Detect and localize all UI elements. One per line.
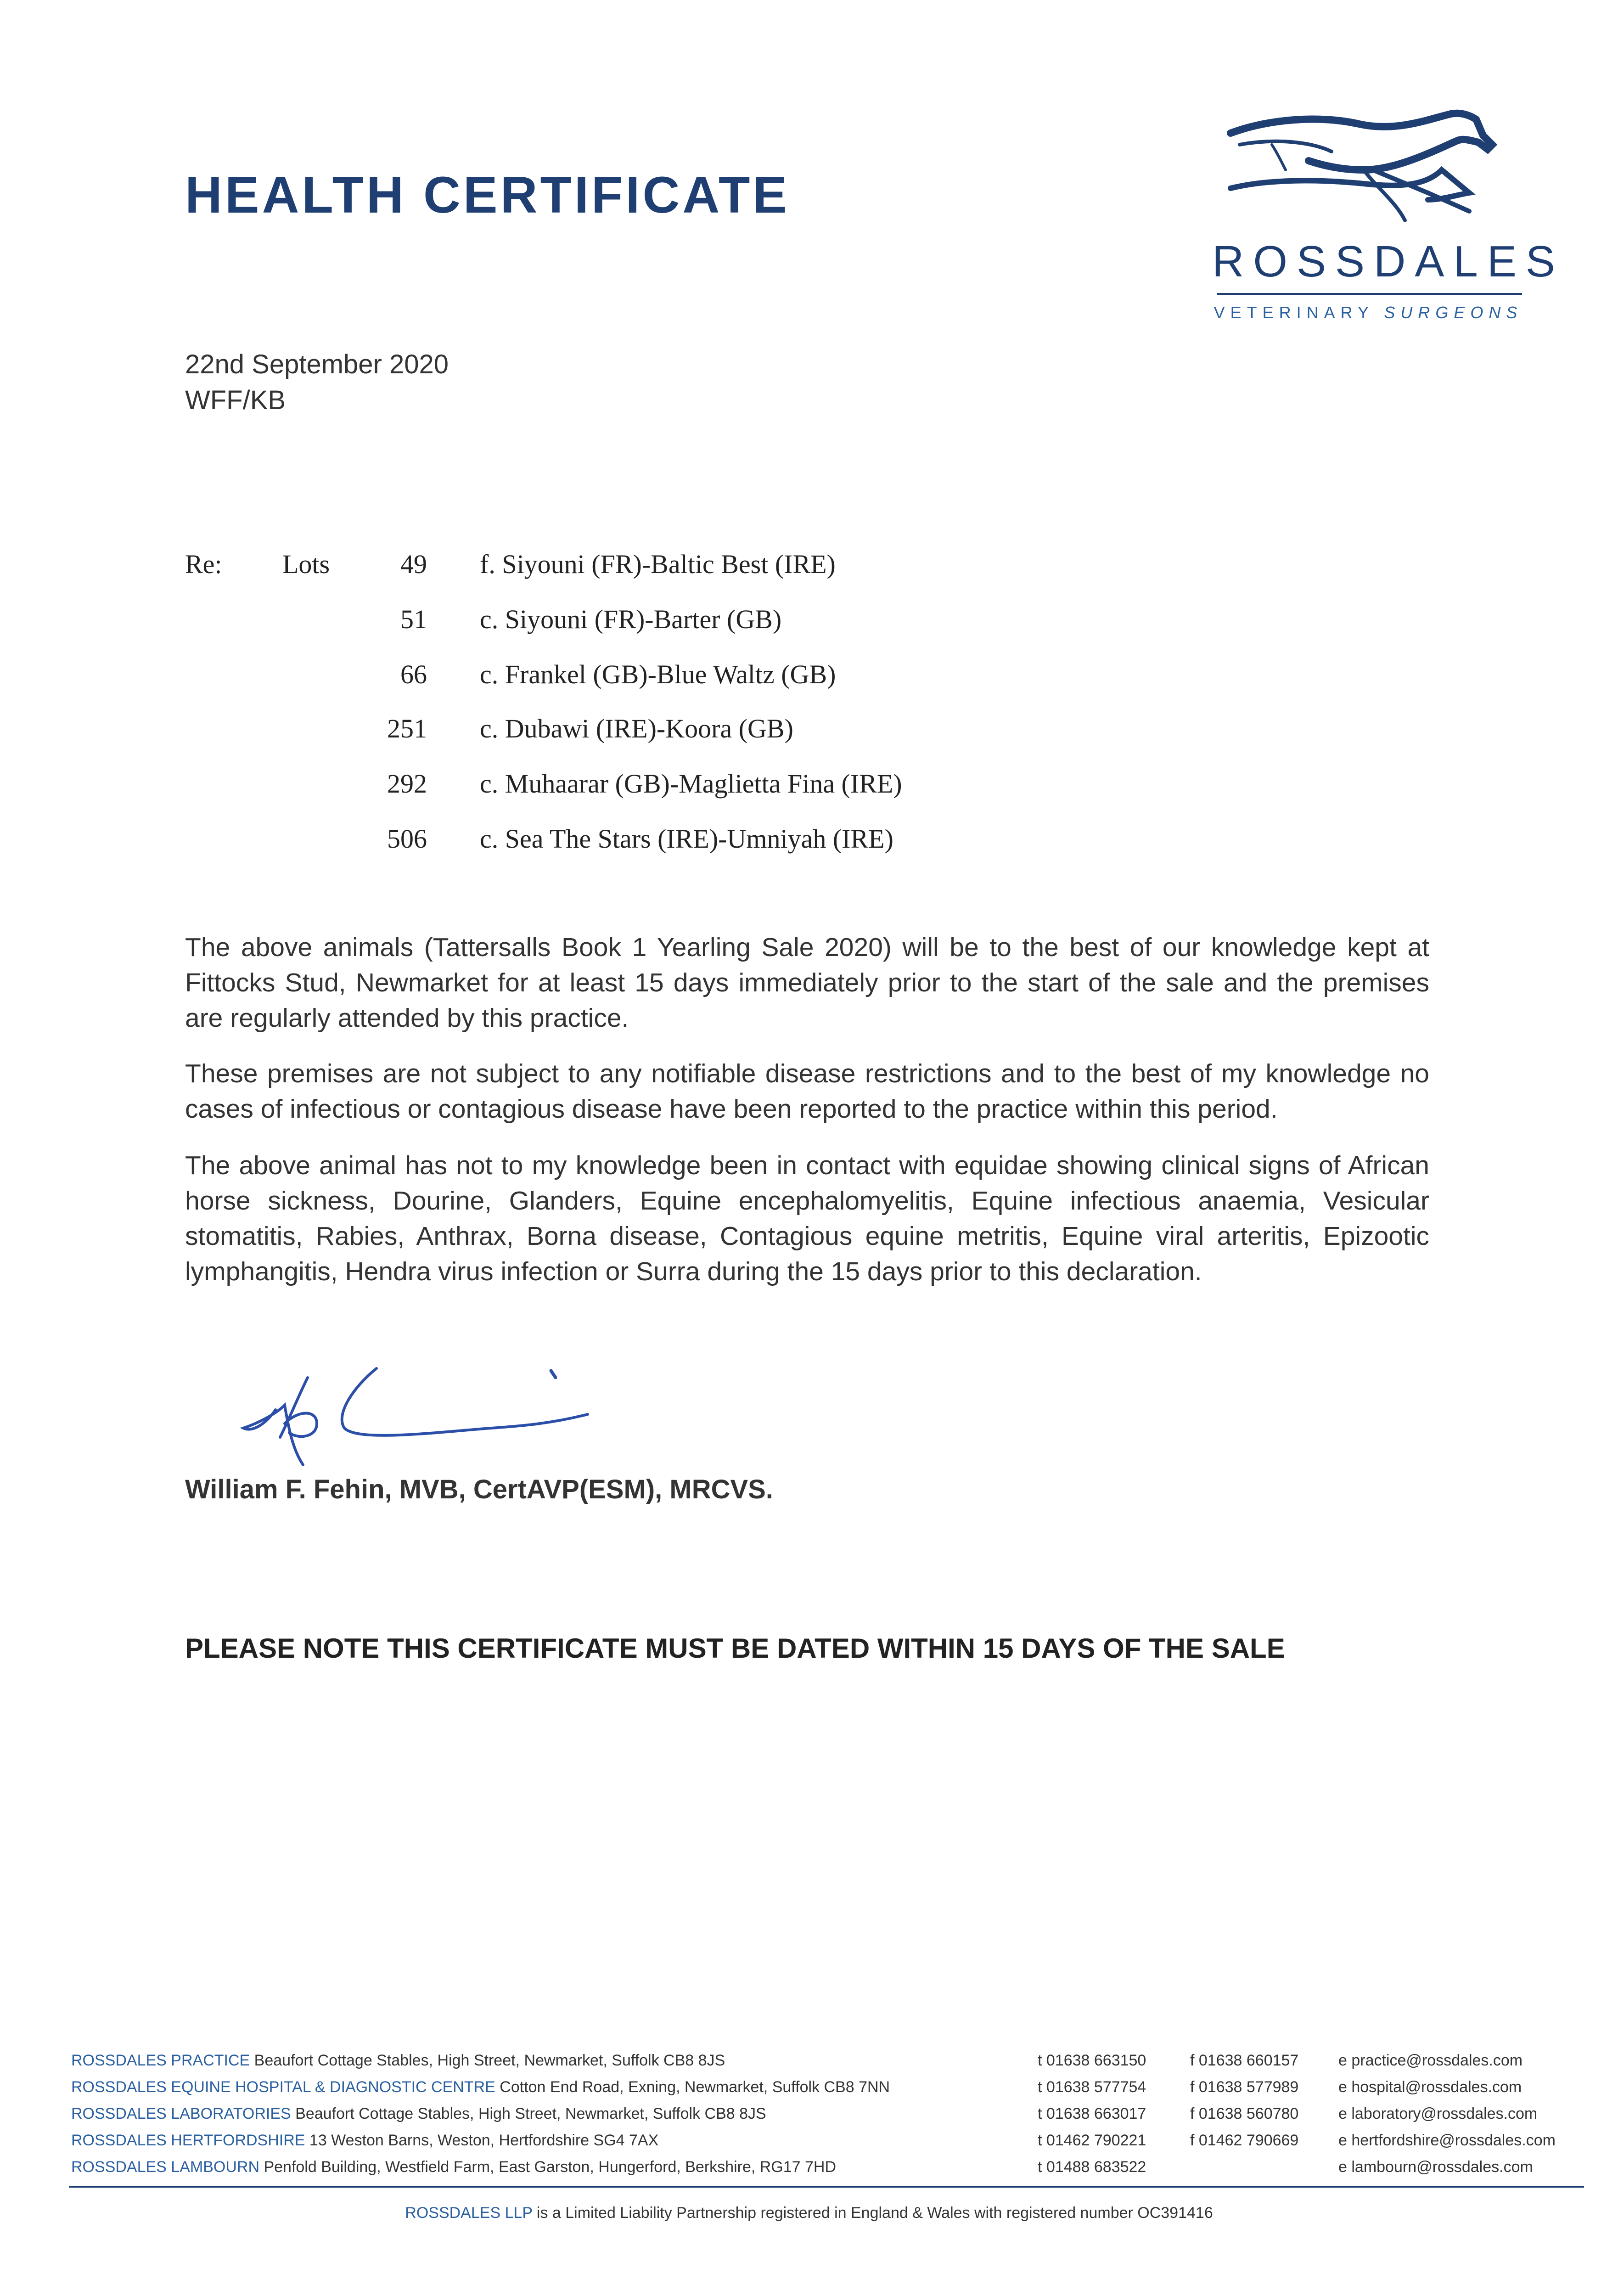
footer-telephone: t 01638 663150 <box>1038 2052 1146 2069</box>
footer-telephone: t 01488 683522 <box>1038 2158 1146 2176</box>
footer-location-address: Beaufort Cottage Stables, High Street, Newmarket, Suffolk CB8 8JS <box>254 2052 725 2069</box>
logo-wordmark: ROSSDALES <box>1212 237 1564 286</box>
signature-icon <box>239 1359 606 1474</box>
validity-note: PLEASE NOTE THIS CERTIFICATE MUST BE DATED WITHIN 15 DAYS OF THE SALE <box>185 1633 1285 1664</box>
footer-location <box>71 2052 725 2070</box>
footer-location-name: ROSSDALES LABORATORIES <box>71 2105 291 2122</box>
lot-number: 49 <box>400 549 427 579</box>
footer-telephone: t 01462 790221 <box>1038 2132 1146 2149</box>
footer-location-address: 13 Weston Barns, Weston, Hertfordshire SG4 7AX <box>309 2132 659 2149</box>
logo-divider <box>1217 293 1522 295</box>
paragraph-declaration: The above animal has not to my knowledge been in contact with equidae showing clinical signs of African horse sickness, Dourine, Glanders, Equine encephalomyelitis, Equine infectious anaemia, Vesicular stomatitis, Rabies, Anthrax, Borna disease, Contagious equine metritis, Equine viral arteritis, Epizootic lymphangitis, Hendra virus infection or Surra during the 15 days prior to this declaration. <box>185 1151 1429 1286</box>
lots-label: Lots <box>282 549 330 579</box>
footer-divider <box>69 2186 1584 2188</box>
re-label: Re: <box>185 549 222 579</box>
footer-location-address: Penfold Building, Westfield Farm, East Garston, Hungerford, Berkshire, RG17 7HD <box>264 2158 837 2176</box>
logo-tagline <box>1212 303 1524 322</box>
lot-description: c. Sea The Stars (IRE)-Umniyah (IRE) <box>480 824 893 854</box>
lot-description: c. Dubawi (IRE)-Koora (GB) <box>480 714 793 743</box>
letter-reference: WFF/KB <box>185 385 286 415</box>
lot-number: 251 <box>387 714 427 743</box>
logo-tagline-a: VETERINARY <box>1214 303 1374 322</box>
llp-text: is a Limited Liability Partnership registered in England & Wales with registered number OC391416 <box>536 2204 1213 2222</box>
certificate-title: HEALTH CERTIFICATE <box>185 166 790 224</box>
paragraph-premises: The above animals (Tattersalls Book 1 Yearling Sale 2020) will be to the best of our knowledge kept at Fittocks Stud, Newmarket for at least 15 days immediately prior to the start of the sale and the premises are regularly attended by this practice. <box>185 933 1429 1033</box>
footer-location-name: ROSSDALES HERTFORDSHIRE <box>71 2132 305 2149</box>
rossdales-logo <box>1212 101 1564 331</box>
footer-location <box>71 2078 890 2096</box>
footer-location <box>71 2105 766 2123</box>
signer-name: William F. Fehin, MVB, CertAVP(ESM), MRCVS. <box>185 1474 773 1504</box>
footer-fax: f 01638 577989 <box>1190 2078 1299 2096</box>
footer-email: e hospital@rossdales.com <box>1338 2078 1522 2096</box>
footer-fax: f 01462 790669 <box>1190 2132 1299 2149</box>
horse-logo-icon <box>1212 101 1524 239</box>
lot-description: c. Siyouni (FR)-Barter (GB) <box>480 604 782 634</box>
logo-tagline-b: SURGEONS <box>1384 303 1523 322</box>
footer-email: e practice@rossdales.com <box>1338 2052 1523 2069</box>
lot-number: 506 <box>387 824 427 854</box>
llp-brand: ROSSDALES LLP <box>405 2204 533 2222</box>
footer-location-address: Beaufort Cottage Stables, High Street, Newmarket, Suffolk CB8 8JS <box>295 2105 766 2122</box>
llp-registration <box>0 2204 1618 2222</box>
letter-date: 22nd September 2020 <box>185 349 449 379</box>
footer-telephone: t 01638 577754 <box>1038 2078 1146 2096</box>
lot-number: 66 <box>400 659 427 689</box>
footer-location-name: ROSSDALES LAMBOURN <box>71 2158 259 2176</box>
lot-description: c. Frankel (GB)-Blue Waltz (GB) <box>480 659 836 689</box>
footer-email: e laboratory@rossdales.com <box>1338 2105 1538 2122</box>
footer-location <box>71 2158 836 2176</box>
paragraph-restrictions: These premises are not subject to any notifiable disease restrictions and to the best of my knowledge no cases of infectious or contagious disease have been reported to the practice within this period. <box>185 1059 1429 1124</box>
footer-email: e lambourn@rossdales.com <box>1338 2158 1533 2176</box>
footer-email: e hertfordshire@rossdales.com <box>1338 2132 1556 2149</box>
footer-telephone: t 01638 663017 <box>1038 2105 1146 2122</box>
lot-description: c. Muhaarar (GB)-Maglietta Fina (IRE) <box>480 769 902 799</box>
footer-location-name: ROSSDALES EQUINE HOSPITAL & DIAGNOSTIC CENTRE <box>71 2078 495 2096</box>
footer-fax: f 01638 660157 <box>1190 2052 1299 2069</box>
footer-location <box>71 2132 658 2150</box>
lot-number: 292 <box>387 769 427 799</box>
footer-fax: f 01638 560780 <box>1190 2105 1299 2122</box>
footer-location-address: Cotton End Road, Exning, Newmarket, Suffolk CB8 7NN <box>500 2078 890 2096</box>
lot-description: f. Siyouni (FR)-Baltic Best (IRE) <box>480 549 836 579</box>
footer-location-name: ROSSDALES PRACTICE <box>71 2052 250 2069</box>
lot-number: 51 <box>400 604 427 634</box>
